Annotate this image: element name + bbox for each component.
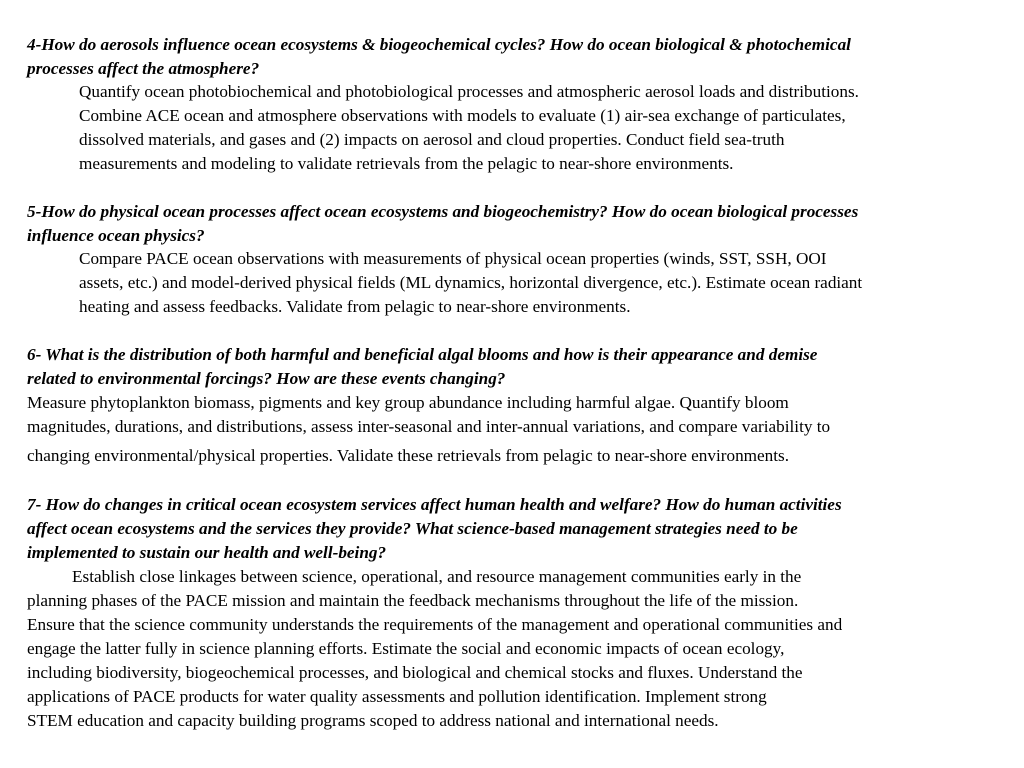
section-5-question-line: influence ocean physics? (27, 226, 205, 245)
section-6-question-line: related to environmental forcings? How are these events changing? (27, 369, 506, 388)
section-5-body-line: Compare PACE ocean observations with measurements of physical ocean properties (winds, SST, SSH, OOI (79, 249, 827, 268)
section-7-body-line: engage the latter fully in science planning efforts. Estimate the social and economic impacts of ocean ecology, (27, 639, 785, 658)
section-4-body-line: dissolved materials, and gases and (2) impacts on aerosol and cloud properties. Conduct field sea-truth (79, 130, 785, 149)
section-4-body-line: Combine ACE ocean and atmosphere observations with models to evaluate (1) air-sea exchange of particulates, (79, 106, 846, 125)
section-7-question-line: affect ocean ecosystems and the services they provide? What science-based management strategies need to be (27, 519, 798, 538)
section-7-question-line: implemented to sustain our health and well-being? (27, 543, 387, 562)
section-5-question-line: 5-How do physical ocean processes affect ocean ecosystems and biogeochemistry? How do ocean biological processes (27, 202, 859, 221)
section-7-body-line: Ensure that the science community understands the requirements of the management and operational communities and (27, 615, 843, 634)
section-4-question-line: processes affect the atmosphere? (27, 59, 260, 78)
section-6-body-line: Measure phytoplankton biomass, pigments and key group abundance including harmful algae. Quantify bloom (27, 393, 789, 412)
section-5-body-line: assets, etc.) and model-derived physical fields (ML dynamics, horizontal divergence, etc.). Estimate ocean radiant (79, 273, 863, 292)
section-4-question-line: 4-How do aerosols influence ocean ecosystems & biogeochemical cycles? How do ocean biological & photochemical (27, 35, 851, 54)
section-7-body-line: Establish close linkages between science, operational, and resource management communities early in the (72, 567, 802, 586)
section-5-body-line: heating and assess feedbacks. Validate from pelagic to near-shore environments. (79, 297, 631, 316)
section-7-body-line: applications of PACE products for water quality assessments and pollution identification. Implement strong (27, 687, 767, 706)
section-7-body-line: planning phases of the PACE mission and maintain the feedback mechanisms throughout the life of the mission. (27, 591, 799, 610)
section-7-question-line: 7- How do changes in critical ocean ecosystem services affect human health and welfare? How do human activities (27, 495, 842, 514)
section-7-body-line: including biodiversity, biogeochemical processes, and biological and chemical stocks and fluxes. Understand the (27, 663, 803, 682)
section-4-body-line: measurements and modeling to validate retrievals from the pelagic to near-shore environments. (79, 154, 734, 173)
section-6-body-line: changing environmental/physical properties. Validate these retrievals from pelagic to near-shore environments. (27, 446, 790, 465)
section-7-body-line: STEM education and capacity building programs scoped to address national and international needs. (27, 711, 719, 730)
section-4-body-line: Quantify ocean photobiochemical and photobiological processes and atmospheric aerosol loads and distributions. (79, 82, 859, 101)
section-6-body-line: magnitudes, durations, and distributions, assess inter-seasonal and inter-annual variations, and compare variability to (27, 417, 831, 436)
section-6-question-line: 6- What is the distribution of both harmful and beneficial algal blooms and how is their appearance and demise (27, 345, 818, 364)
